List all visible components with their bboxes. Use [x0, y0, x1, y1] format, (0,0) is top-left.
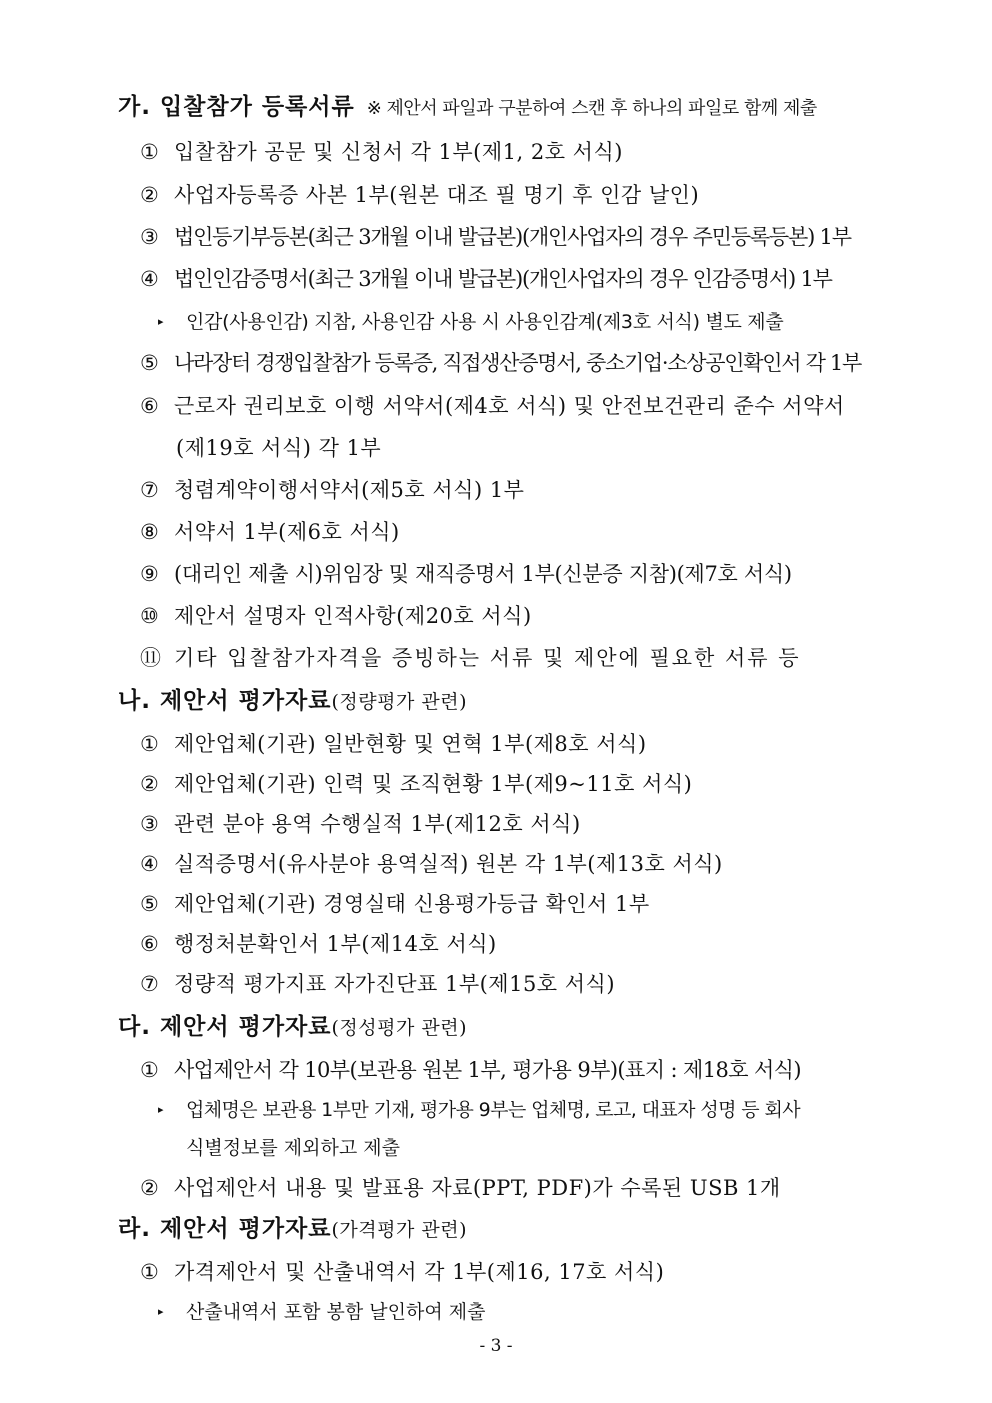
- item-text: 사업제안서 각 10부(보관용 원본 1부, 평가용 9부)(표지 : 제18호 서식): [174, 1058, 801, 1082]
- section-heading-da: [118, 1016, 467, 1039]
- list-item: [140, 734, 647, 755]
- list-item: [140, 227, 851, 248]
- item-text: 사업제안서 내용 및 발표용 자료(PPT, PDF)가 수록된 USB 1개: [174, 1176, 781, 1200]
- item-text: 근로자 권리보호 이행 서약서(제4호 서식) 및 안전보건관리 준수 서약서: [174, 394, 845, 418]
- bullet-text: 산출내역서 포함 봉함 날인하여 제출: [186, 1301, 486, 1323]
- section-label: 라. 제안서 평가자료: [118, 1216, 332, 1242]
- list-item: [140, 606, 532, 627]
- list-item-continuation: [176, 438, 381, 459]
- list-item: [140, 974, 615, 995]
- list-item: [140, 1262, 664, 1283]
- item-text: 서약서 1부(제6호 서식): [174, 520, 400, 544]
- section-note: ※ 제안서 파일과 구분하여 스캔 후 하나의 파일로 함께 제출: [366, 98, 817, 119]
- item-text: 나라장터 경쟁입찰참가 등록증, 직접생산증명서, 중소기업·소상공인확인서 각 1부: [174, 351, 861, 375]
- item-number: ⑥: [140, 394, 160, 418]
- item-number: ①: [140, 1058, 159, 1082]
- item-text: 정량적 평가지표 자가진단표 1부(제15호 서식): [174, 972, 616, 996]
- item-number: ④: [140, 267, 158, 291]
- list-item: [140, 814, 581, 835]
- item-text: 관련 분야 용역 수행실적 1부(제12호 서식): [174, 812, 581, 836]
- list-item: [140, 185, 699, 206]
- section-heading-na: [118, 690, 467, 713]
- list-item: [140, 1060, 801, 1081]
- item-text: (대리인 제출 시)위임장 및 재직증명서 1부(신분증 지참)(제7호 서식): [174, 562, 792, 586]
- item-number: ⑦: [140, 972, 160, 996]
- item-number: ①: [140, 140, 160, 164]
- item-number: ②: [140, 183, 160, 207]
- item-number: ②: [140, 1176, 160, 1200]
- list-item: [140, 934, 497, 955]
- item-number: ③: [140, 812, 160, 836]
- list-item: [140, 269, 832, 290]
- list-item: [140, 142, 623, 163]
- item-text: 가격제안서 및 산출내역서 각 1부(제16, 17호 서식): [174, 1260, 665, 1284]
- triangle-bullet-icon: ▸: [158, 1305, 164, 1318]
- item-number: ⑩: [140, 604, 160, 628]
- section-subtitle: (가격평가 관련): [331, 1219, 467, 1241]
- list-item: [140, 396, 845, 417]
- item-number: ⑤: [140, 892, 160, 916]
- item-text: 제안서 설명자 인적사항(제20호 서식): [174, 604, 532, 628]
- list-item: [140, 854, 723, 875]
- item-text: 청렴계약이행서약서(제5호 서식) 1부: [174, 478, 525, 502]
- list-item: [140, 564, 792, 585]
- item-text: 행정처분확인서 1부(제14호 서식): [174, 932, 497, 956]
- page-number: - 3 -: [479, 1336, 513, 1356]
- item-text: (제19호 서식) 각 1부: [176, 436, 382, 460]
- list-item: [140, 353, 861, 374]
- list-item: [140, 480, 524, 501]
- section-heading-ra: [118, 1218, 467, 1241]
- item-number: ⑥: [140, 932, 160, 956]
- item-text: 제안업체(기관) 일반현황 및 연혁 1부(제8호 서식): [174, 732, 647, 756]
- list-item: [140, 1178, 781, 1199]
- item-number: ⑦: [140, 478, 160, 502]
- list-item: [140, 522, 400, 543]
- item-text: 제안업체(기관) 경영실태 신용평가등급 확인서 1부: [174, 892, 650, 916]
- item-number: ④: [140, 852, 160, 876]
- item-number: ①: [140, 1260, 160, 1284]
- item-number: ②: [140, 772, 160, 796]
- item-number: ⑤: [140, 351, 158, 375]
- section-heading-ga: [118, 96, 817, 119]
- section-label: 가. 입찰참가 등록서류: [118, 94, 355, 120]
- item-text: 입찰참가 공문 및 신청서 각 1부(제1, 2호 서식): [174, 140, 623, 164]
- list-item: [140, 774, 692, 795]
- bullet-note: [158, 1101, 800, 1120]
- section-label: 나. 제안서 평가자료: [118, 688, 332, 714]
- triangle-bullet-icon: ▸: [158, 315, 164, 328]
- item-text: 법인등기부등본(최근 3개월 이내 발급본)(개인사업자의 경우 주민등록등본) 1부: [174, 225, 851, 249]
- item-text: 사업자등록증 사본 1부(원본 대조 필 명기 후 인감 날인): [174, 183, 700, 207]
- section-subtitle: (정성평가 관련): [331, 1017, 467, 1039]
- list-item: [140, 894, 650, 915]
- item-number: ⑪: [140, 646, 163, 670]
- section-subtitle: (정량평가 관련): [331, 691, 467, 713]
- bullet-note: [158, 1303, 485, 1322]
- item-number: ③: [140, 225, 158, 249]
- bullet-text: 업체명은 보관용 1부만 기재, 평가용 9부는 업체명, 로고, 대표자 성명 등 회사: [186, 1099, 800, 1121]
- item-number: ①: [140, 732, 160, 756]
- triangle-bullet-icon: ▸: [158, 1103, 163, 1116]
- bullet-text: 인감(사용인감) 지참, 사용인감 사용 시 사용인감계(제3호 서식) 별도 제출: [186, 311, 784, 333]
- item-number: ⑧: [140, 520, 160, 544]
- bullet-note: [158, 313, 783, 332]
- bullet-continuation: [186, 1139, 400, 1158]
- list-item: [140, 648, 801, 669]
- item-number: ⑨: [140, 562, 159, 586]
- bullet-text: 식별정보를 제외하고 제출: [186, 1137, 400, 1159]
- item-text: 실적증명서(유사분야 용역실적) 원본 각 1부(제13호 서식): [174, 852, 723, 876]
- section-label: 다. 제안서 평가자료: [118, 1014, 332, 1040]
- item-text: 기타 입찰참가자격을 증빙하는 서류 및 제안에 필요한 서류 등: [174, 646, 801, 670]
- item-text: 법인인감증명서(최근 3개월 이내 발급본)(개인사업자의 경우 인감증명서) 1부: [174, 267, 832, 291]
- item-text: 제안업체(기관) 인력 및 조직현황 1부(제9~11호 서식): [174, 772, 693, 796]
